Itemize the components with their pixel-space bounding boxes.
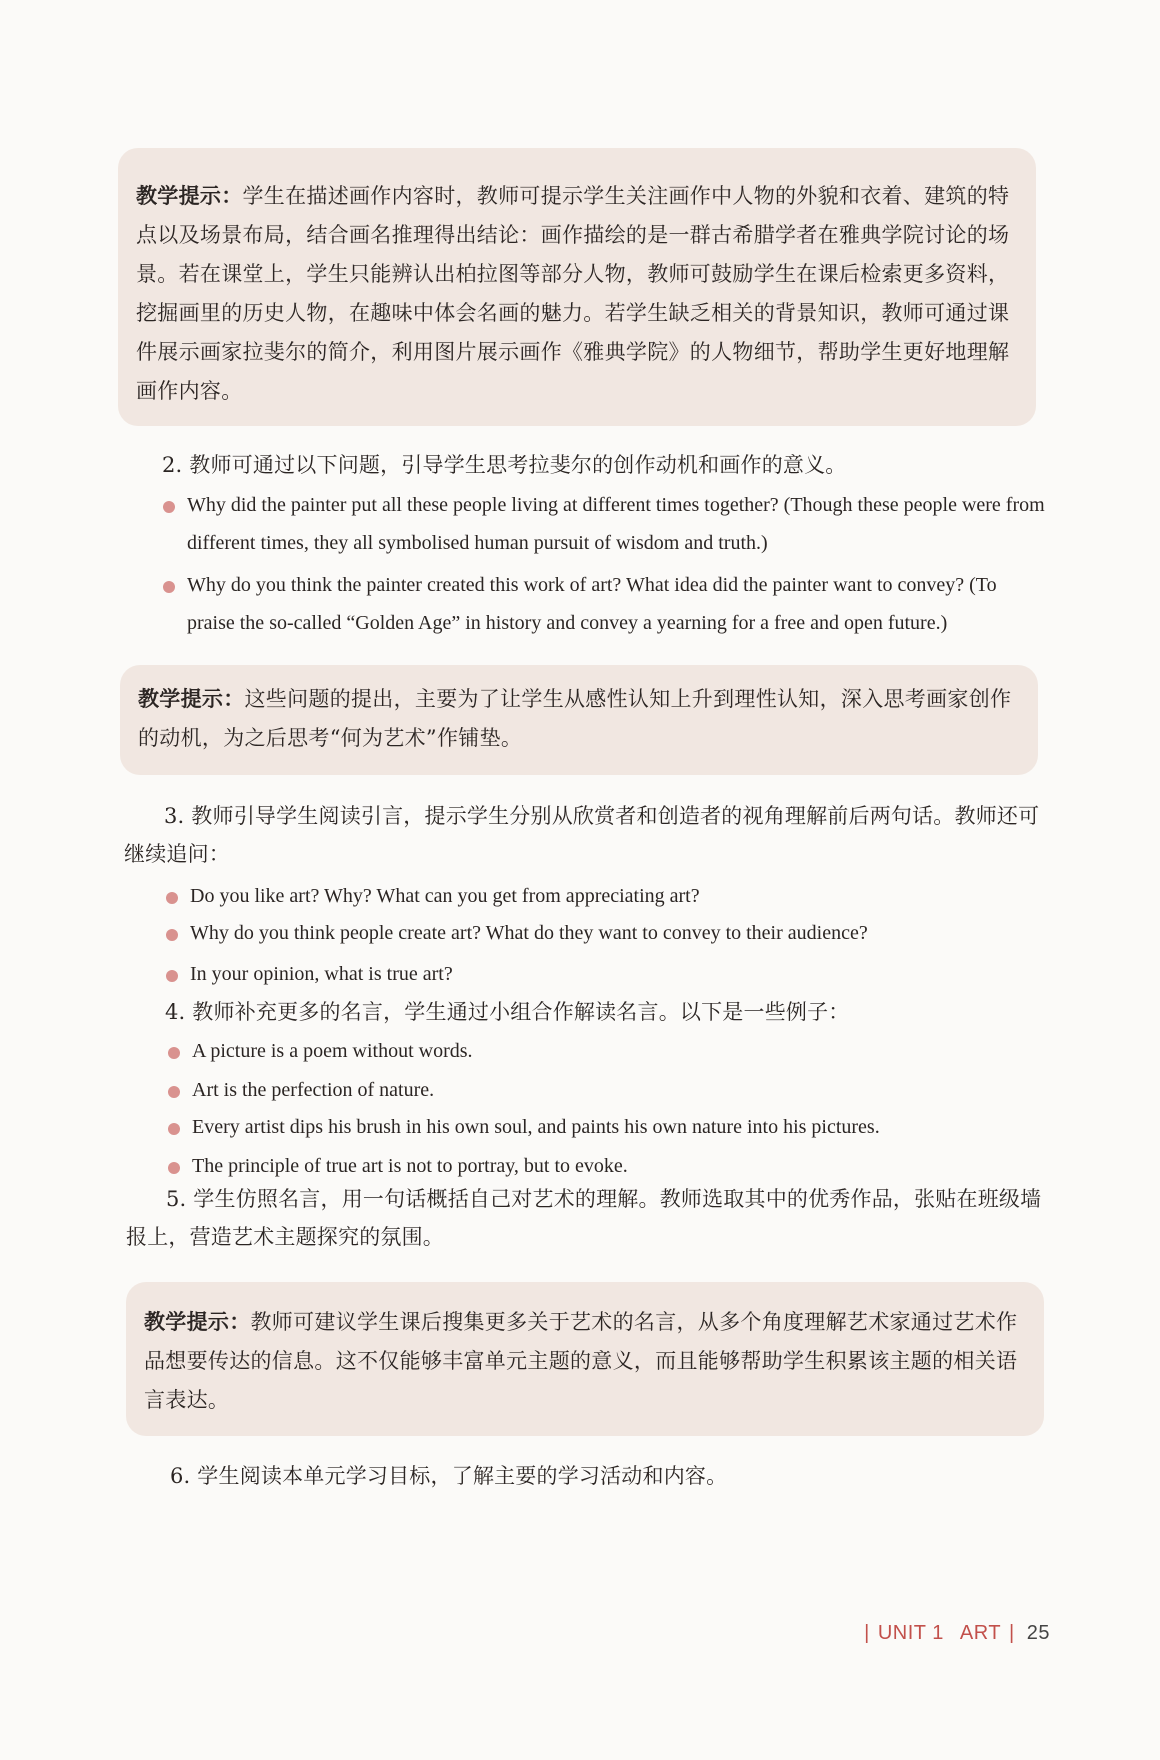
list-item-text: Do you like art? Why? What can you get from appreciating art?: [190, 885, 700, 907]
step-3-text: [124, 797, 1044, 873]
list-item-text: A picture is a poem without words.: [192, 1040, 473, 1062]
bullet-dot-icon: [168, 1162, 180, 1174]
teaching-tip-box-3: [126, 1282, 1044, 1436]
list-item: [192, 1071, 1042, 1109]
tip-text: 这些问题的提出，主要为了让学生从感性认知上升到理性认知，深入思考画家创作的动机，为之后思考“何为艺术”作铺垫。: [138, 687, 1012, 750]
list-item-text: Why do you think people create art? What do they want to convey to their audience?: [190, 922, 868, 944]
step-6-text: 6. 学生阅读本单元学习目标，了解主要的学习活动和内容。: [170, 1464, 728, 1488]
list-item-text: Why do you think the painter created this work of art? What idea did the painter want to convey? (To praise the so-called “Golden Age” in history and convey a yearning for a free and open future.): [187, 574, 997, 634]
list-item: [192, 1108, 1042, 1146]
list-item: [187, 486, 1047, 562]
list-item-text: Art is the perfection of nature.: [192, 1079, 435, 1101]
list-item: [190, 877, 1040, 915]
tip-label: 教学提示：: [138, 686, 245, 711]
footer-separator: |: [864, 1622, 870, 1644]
bullet-dot-icon: [168, 1047, 180, 1059]
list-item-text: The principle of true art is not to portray, but to evoke.: [192, 1155, 628, 1177]
bullet-dot-icon: [163, 581, 175, 593]
bullet-dot-icon: [168, 1086, 180, 1098]
step-5-label: 5. 学生仿照名言，用一句话概括自己对艺术的理解。教师选取其中的优秀作品，张贴在班级墙报上，营造艺术主题探究的氛围。: [126, 1187, 1042, 1249]
list-item: [192, 1032, 1042, 1070]
bullet-dot-icon: [168, 1123, 180, 1135]
bullet-dot-icon: [166, 929, 178, 941]
step-4-text: 4. 教师补充更多的名言，学生通过小组合作解读名言。以下是一些例子：: [165, 1000, 850, 1024]
tip-label: 教学提示：: [144, 1309, 251, 1334]
bullet-dot-icon: [166, 892, 178, 904]
bullet-dot-icon: [163, 501, 175, 513]
footer-separator: |: [1009, 1622, 1015, 1644]
footer-unit: UNIT 1: [877, 1622, 944, 1644]
step-5-text: [126, 1180, 1046, 1256]
list-item-text: Why did the painter put all these people living at different times together? (Though these people were from different times, they all symbolised human pursuit of wisdom and truth.): [187, 494, 1045, 554]
tip-text: 学生在描述画作内容时，教师可提示学生关注画作中人物的外貌和衣着、建筑的特点以及场景布局，结合画名推理得出结论：画作描绘的是一群古希腊学者在雅典学院讨论的场景。若在课堂上，学生只能辨认出柏拉图等部分人物，教师可鼓励学生在课后检索更多资料，挖掘画里的历史人物，在趣味中体会名画的魅力。若学生缺乏相关的背景知识，教师可通过课件展示画家拉斐尔的简介，利用图片展示画作《雅典学院》的人物细节，帮助学生更好地理解画作内容。: [136, 184, 1010, 403]
page-number: 25: [1026, 1622, 1050, 1644]
step-2-text: 2. 教师可通过以下问题，引导学生思考拉斐尔的创作动机和画作的意义。: [162, 453, 847, 477]
bullet-dot-icon: [166, 970, 178, 982]
page-footer: [856, 1622, 1050, 1645]
footer-unit-title: ART: [959, 1622, 1002, 1644]
list-item-text: Every artist dips his brush in his own soul, and paints his own nature into his pictures.: [192, 1116, 880, 1138]
tip-text: 教师可建议学生课后搜集更多关于艺术的名言，从多个角度理解艺术家通过艺术作品想要传达的信息。这不仅能够丰富单元主题的意义，而且能够帮助学生积累该主题的相关语言表达。: [144, 1310, 1018, 1412]
list-item-text: In your opinion, what is true art?: [190, 963, 453, 985]
teaching-tip-box-2: [120, 665, 1038, 775]
list-item: [190, 914, 1040, 952]
list-item: [190, 955, 1040, 993]
tip-label: 教学提示：: [136, 183, 243, 208]
teaching-tip-box-1: [118, 148, 1036, 426]
step-3-label: 3. 教师引导学生阅读引言，提示学生分别从欣赏者和创造者的视角理解前后两句话。教师还可继续追问：: [124, 804, 1040, 866]
list-item: [187, 566, 1047, 642]
